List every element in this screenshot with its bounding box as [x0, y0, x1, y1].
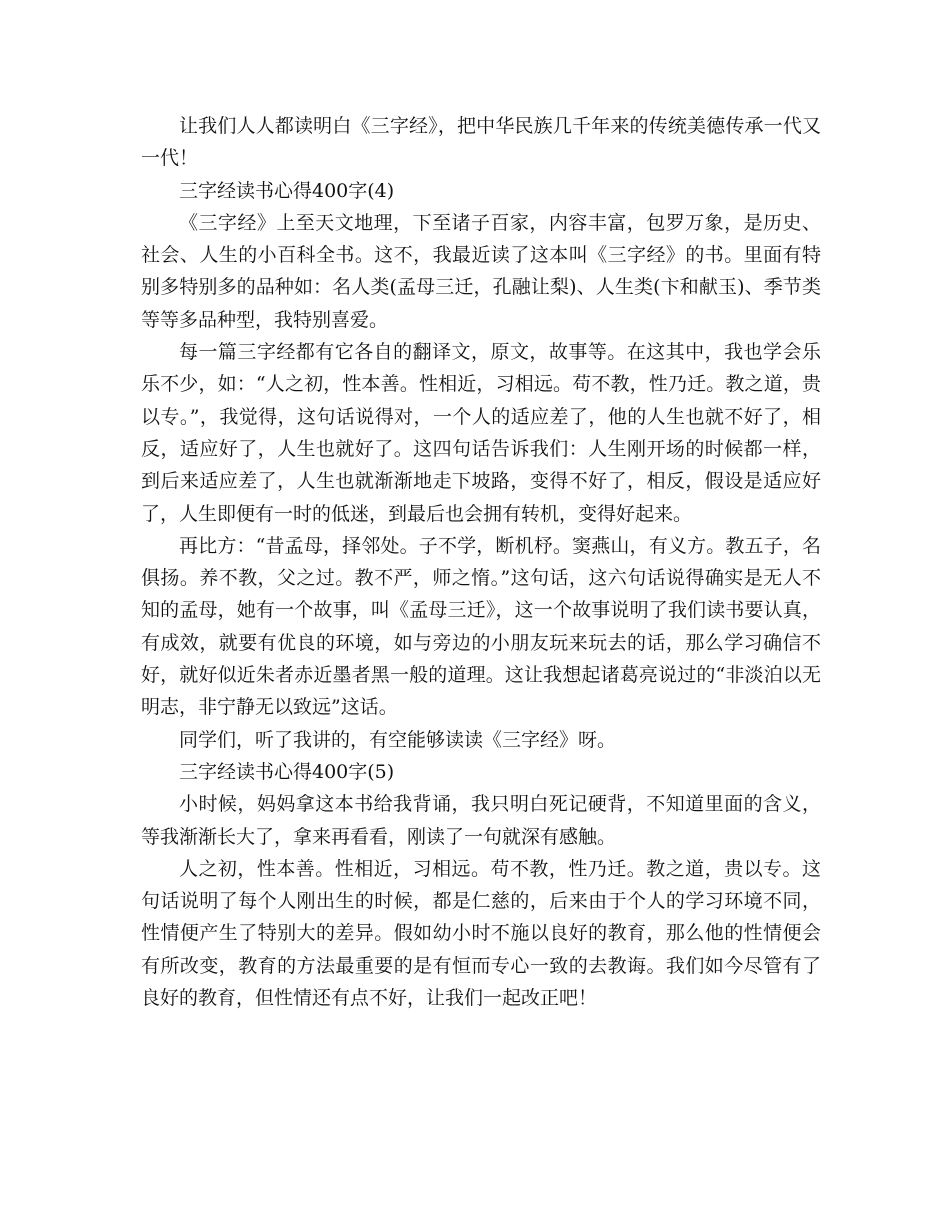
paragraph-body: 同学们，听了我讲的，有空能够读读《三字经》呀。 [179, 728, 617, 751]
paragraph-body: 小时候，妈妈拿这本书给我背诵，我只明白死记硬背，不知道里面的含义，等我渐渐长大了，拿来再看看，刚读了一句就深有感触。 [141, 793, 821, 848]
document-page [141, 110, 821, 1014]
paragraph-closing: 让我们人人都读明白《三字经》，把中华民族几千年来的传统美德传承一代又一代！ [141, 115, 821, 170]
section-heading-5: 三字经读书心得400字(5) [179, 760, 395, 783]
paragraph-body: 每一篇三字经都有它各自的翻译文，原文，故事等。在这其中，我也学会乐乐不少，如：“人之初，性本善。性相近，习相远。苟不教，性乃迁。教之道，贵以专。”，我觉得，这句话说得对，一个人的适应差了，他的人生也就不好了，相反，适应好了，人生也就好了。这四句话告诉我们：人生刚开场的时候都一样，到后来适应差了，人生也就渐渐地走下坡路，变得不好了，相反，假设是适应好了，人生即便有一时的低迷，到最后也会拥有转机，变得好起来。 [141, 341, 821, 525]
paragraph-body: 再比方：“昔孟母，择邻处。子不学，断机杼。窦燕山，有义方。教五子，名俱扬。养不教，父之过。教不严，师之惰。”这句话，这六句话说得确实是无人不知的孟母，她有一个故事，叫《孟母三迁》，这一个故事说明了我们读书要认真，有成效，就要有优良的环境，如与旁边的小朋友玩来玩去的话，那么学习确信不好，就好似近朱者赤近墨者黑一般的道理。这让我想起诸葛亮说过的“非淡泊以无明志，非宁静无以致远”这话。 [141, 534, 821, 719]
section-heading-4: 三字经读书心得400字(4) [179, 179, 395, 202]
paragraph-body: 人之初，性本善。性相近，习相远。苟不教，性乃迁。教之道，贵以专。这句话说明了每个人刚出生的时候，都是仁慈的，后来由于个人的学习环境不同，性情便产生了特别大的差异。假如幼小时不施以良好的教育，那么他的性情便会有所改变，教育的方法最重要的是有恒而专心一致的去教诲。我们如今尽管有了良好的教育，但性情还有点不好，让我们一起改正吧！ [141, 857, 821, 1010]
paragraph-body: 《三字经》上至天文地理，下至诸子百家，内容丰富，包罗万象，是历史、社会、人生的小百科全书。这不，我最近读了这本叫《三字经》的书。里面有特别多特别多的品种如：名人类(孟母三迁，孔融让梨)、人生类(卞和献玉)、季节类等等多品种型，我特别喜爱。 [141, 211, 821, 331]
